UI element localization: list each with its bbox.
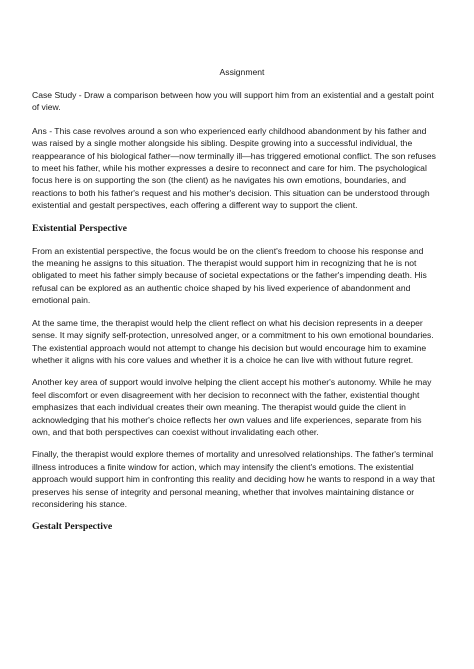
existential-paragraph-2: At the same time, the therapist would help the client reflect on what his decision represents in a deeper sense. It may signify self-protection, unresolved anger, or a commitment to his own emotional boundaries. The existential approach would not attempt to change his decision but would encourage him to examine whether it aligns with his core values and whether it is a choice he can live with without future regret. — [32, 317, 434, 365]
document-body — [32, 66, 436, 543]
existential-paragraph-1: From an existential perspective, the focus would be on the client's freedom to choose his response and the meaning he assigns to this situation. The therapist would support him in recognizing that he is not obligated to meet his father simply because of societal expectations or the father's impending death. His refusal can be explored as an authentic choice shaped by his lived experience of abandonment and emotional pain. — [32, 245, 427, 306]
answer-intro-paragraph: Ans - This case revolves around a son who experienced early childhood abandonment by his father and was raised by a single mother alongside his sibling. Despite growing into a successful individual, the reappearance of his biological father—now terminally ill—has triggered emotional conflict. The son refuses to meet his father, while his mother expresses a desire to reconnect and care for him. The psychological focus here is on supporting the son (the client) as he navigates his own emotions, boundaries, and reactions to both his father's request and his mother's decision. This situation can be understood through existential and gestalt perspectives, each offering a different way to support the client. — [32, 125, 436, 211]
gestalt-heading: Gestalt Perspective — [32, 521, 113, 533]
existential-heading: Existential Perspective — [32, 222, 127, 234]
existential-paragraph-3: Another key area of support would involve helping the client accept his mother's autonomy. While he may feel discomfort or even disagreement with her decision to reconnect with the father, existential thought emphasizes that each individual creates their own meaning. The therapist would guide the client in acknowledging that his mother's choice reflects her own values and life experiences, separate from his own, and that both perspectives can coexist without invalidating each other. — [32, 377, 432, 437]
task-prompt: Case Study - Draw a comparison between how you will support him from an existential and a gestalt point of view. — [32, 90, 434, 113]
document-title: Assignment — [219, 67, 265, 77]
existential-paragraph-4: Finally, the therapist would explore themes of mortality and unresolved relationships. The father's terminal illness introduces a finite window for action, which may intensify the client's emotions. The existential approach would support him in confronting this reality and deciding how he wants to respond in a way that preserves his sense of integrity and personal meaning, whether that involves maintaining distance or reconsidering his stance. — [32, 449, 435, 509]
